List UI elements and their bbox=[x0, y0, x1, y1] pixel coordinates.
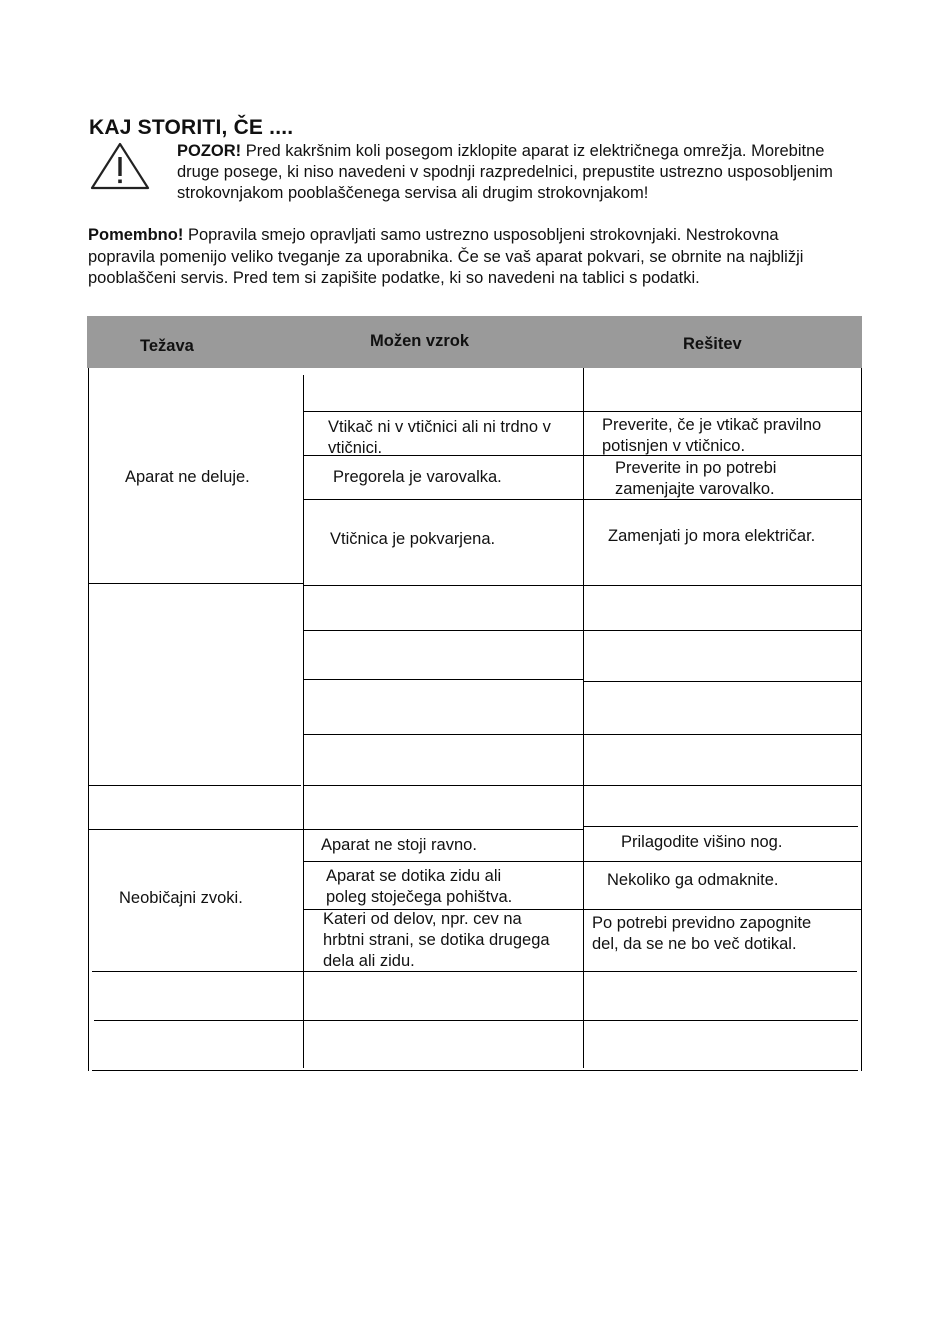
table-border-right bbox=[861, 368, 862, 1071]
row-line bbox=[88, 583, 303, 584]
warning-triangle-icon bbox=[89, 141, 151, 191]
solution-cell: Po potrebi previdno zapognite del, da se ne bo več dotikal. bbox=[592, 914, 812, 953]
table-divider-2 bbox=[583, 368, 584, 1068]
solution-cell: Zamenjati jo mora električar. bbox=[608, 527, 816, 545]
solution-cell: Nekoliko ga odmaknite. bbox=[607, 871, 779, 889]
table-border-bottom bbox=[92, 1070, 858, 1071]
table-header bbox=[87, 316, 862, 368]
row-line bbox=[583, 971, 857, 972]
solution-cell: Preverite in po potrebi zamenjajte varovalko. bbox=[615, 459, 777, 498]
row-line bbox=[303, 829, 583, 830]
cause-cell: Aparat se dotika zidu ali poleg stoječega pohištva. bbox=[326, 867, 513, 906]
row-line bbox=[94, 1020, 303, 1021]
row-line bbox=[583, 826, 858, 827]
row-line bbox=[583, 681, 862, 682]
important-label: Pomembno! bbox=[88, 226, 184, 244]
solution-cell: Prilagodite višino nog. bbox=[621, 833, 783, 851]
cause-cell: Vtičnica je pokvarjena. bbox=[330, 530, 496, 548]
row-line bbox=[92, 971, 303, 972]
row-line bbox=[303, 679, 583, 680]
problem-cell: Neobičajni zvoki. bbox=[119, 889, 243, 907]
header-solution: Rešitev bbox=[683, 335, 742, 353]
cause-cell: Pregorela je varovalka. bbox=[333, 468, 502, 486]
warning-text: Pred kakršnim koli posegom izklopite aparat iz električnega omrežja. Morebitne druge posege, ki niso navedeni v spodnji razpredelnici, prepustite ustrezno usposobljenim strokovnjakom pooblaščenega servisa ali drugim strokovnjakom! bbox=[177, 142, 833, 202]
important-notice bbox=[88, 225, 848, 290]
cause-cell: Vtikač ni v vtičnici ali ni trdno v vtičnici. bbox=[328, 418, 551, 457]
cause-cell: Aparat ne stoji ravno. bbox=[321, 836, 477, 854]
header-problem: Težava bbox=[140, 337, 194, 355]
row-line bbox=[303, 630, 862, 631]
important-text: Popravila smejo opravljati samo ustrezno usposobljeni strokovnjaki. Nestrokovna popravila pomenijo veliko tveganje za uporabnika. Če se vaš aparat pokvari, se obrnite na najbližji pooblaščeni servis. Pred tem si zapišite podatke, ki so navedeni na tablici s podatki. bbox=[88, 226, 804, 287]
solution-cell: Preverite, če je vtikač pravilno potisnjen v vtičnico. bbox=[602, 416, 822, 455]
row-line bbox=[303, 785, 862, 786]
page-title: KAJ STORITI, ČE .... bbox=[89, 116, 294, 139]
warning-notice bbox=[177, 141, 837, 204]
warning-label: POZOR! bbox=[177, 142, 242, 160]
header-cause: Možen vzrok bbox=[370, 332, 470, 350]
row-line bbox=[303, 1020, 858, 1021]
table-divider-1 bbox=[303, 375, 304, 1068]
row-line bbox=[303, 734, 862, 735]
row-line bbox=[88, 785, 301, 786]
table-border-left bbox=[88, 368, 89, 1071]
row-line bbox=[303, 585, 862, 586]
problem-cell: Aparat ne deluje. bbox=[125, 468, 250, 486]
cause-cell: Kateri od delov, npr. cev na hrbtni strani, se dotika drugega dela ali zidu. bbox=[323, 910, 550, 970]
row-line bbox=[303, 411, 862, 412]
row-line bbox=[303, 861, 862, 862]
row-line bbox=[88, 829, 303, 830]
